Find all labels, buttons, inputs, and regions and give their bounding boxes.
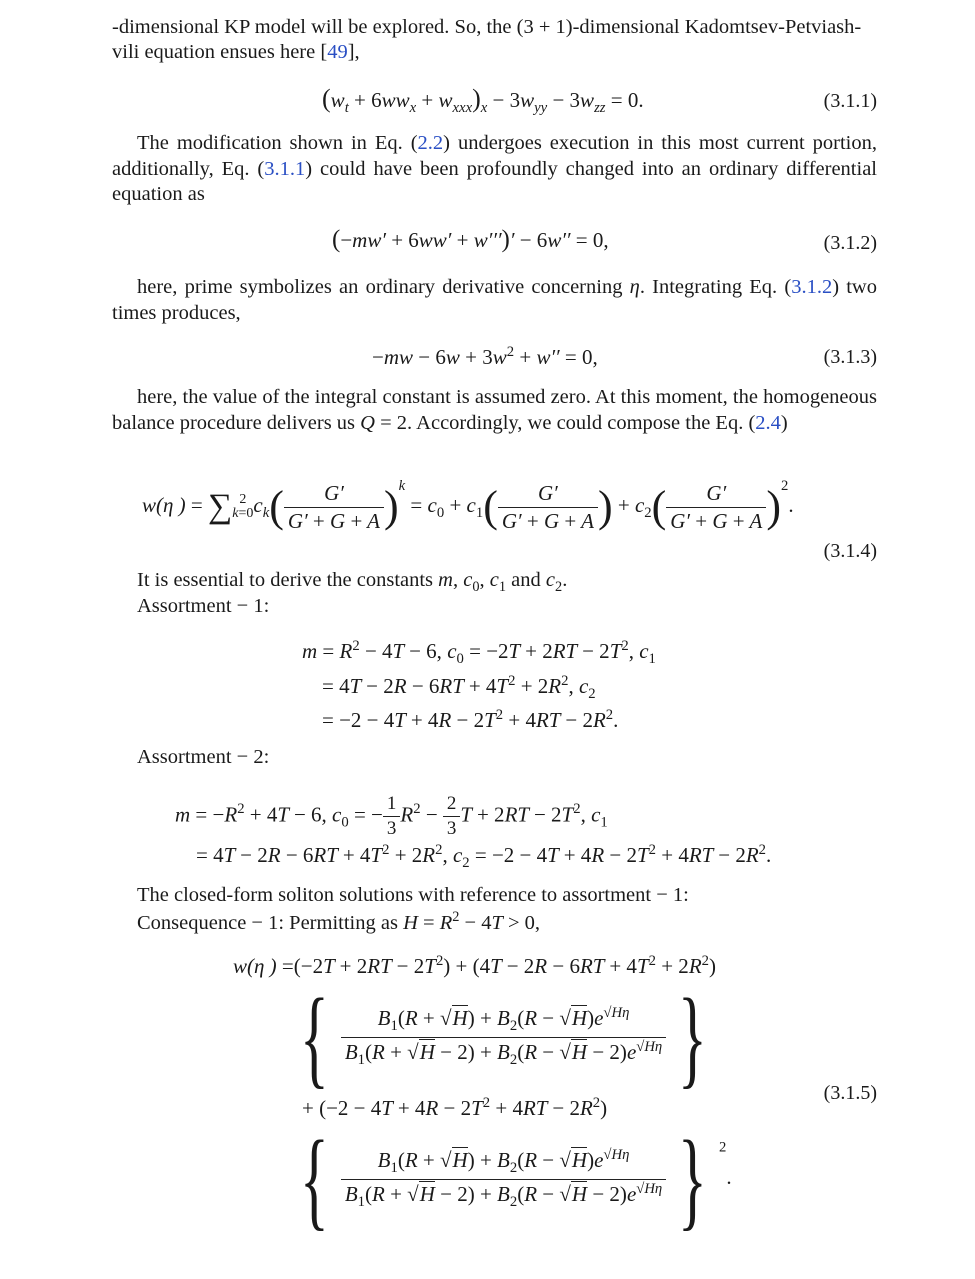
assortment-1-eq-line1: $m = R^2 - 4T - 6$, $c_0 = -2T + 2RT - 2T^2$, $c_1$ bbox=[302, 638, 656, 668]
equation-3-1-5-line1: w(η ) $=(-2T + 2RT - 2T^2) + (4T - 2R - 6RT + 4T^2 + 2R^2)$ bbox=[233, 953, 716, 979]
equation-3-1-3: $-mw - 6w + 3w^2 + w'' = 0$, bbox=[372, 344, 598, 370]
equation-number: (3.1.3) bbox=[823, 346, 877, 368]
assortment-1-eq-line3: = $-2 - 4T + 4R - 2T^2 + 4RT - 2R^2$. bbox=[322, 707, 619, 733]
assortment-2-eq-line2: = $4T - 2R - 6RT + 4T^2 + 2R^2$, $c_2 = -2 - 4T + 4R - 2T^2 + 4RT - 2R^2$. bbox=[196, 842, 772, 872]
equation-3-1-5-fraction2: { $\frac{B_1(R + √H) + B_2(R - √H)e^{√H\eta}}{B_1(R + √H - 2) + B_2(R - √H - 2)e^{√H\eta}}$ } $^2$. bbox=[299, 1118, 732, 1240]
equation-3-1-1: $(w_t + 6ww_x + w_{xxx})_x - 3w_{yy} - 3w_{zz} = 0$. bbox=[322, 84, 644, 117]
paragraph-intro-line2: vili equation ensues here [49], bbox=[112, 41, 360, 63]
citation-link[interactable]: 49 bbox=[327, 41, 348, 63]
paragraph-modification: The modification shown in Eq. (2.2) undergoes execution in this most current portion, additionally, Eq. (3.1.1) could have been profoundly changed into an ordinary differential equation as bbox=[112, 132, 877, 205]
equation-3-1-2: (−mw′ + 6ww′ + w′′′)′ − 6w′′ = 0, bbox=[332, 226, 609, 253]
equation-link[interactable]: 3.1.1 bbox=[264, 157, 306, 180]
assortment-1-eq-line2: = $4T - 2R - 6RT + 4T^2 + 2R^2$, $c_2$ bbox=[322, 673, 596, 703]
equation-3-1-5-fraction1: { $\frac{B_1(R + √H) + B_2(R - √H)e^{√H\eta}}{B_1(R + √H - 2) + B_2(R - √H - 2)e^{√H\eta}}$ } bbox=[299, 976, 708, 1098]
equation-3-1-5-line3: + $(-2 - 4T + 4R - 2T^2 + 4RT - 2R^2)$ bbox=[302, 1095, 608, 1121]
assortment-2-label: Assortment − 2: bbox=[137, 746, 270, 768]
equation-number: (3.1.4) bbox=[823, 540, 877, 562]
paragraph-prime: here, prime symbolizes an ordinary derivative concerning η. Integrating Eq. (3.1.2) two times produces, bbox=[112, 276, 877, 324]
assortment-1-label: Assortment − 1: bbox=[137, 595, 270, 617]
paragraph-intro-line1: -dimensional KP model will be explored. So, the (3 + 1)-dimensional Kadomtsev-Petviash- bbox=[112, 16, 862, 38]
paragraph-consequence: Consequence − 1: Permitting as $H = R^2 - 4T > 0$, bbox=[137, 909, 541, 934]
equation-3-1-4: w(η ) = ∑ 2 $k=0c_k$( $\frac{G'}{G' + G + A}$ )$^k = c_0 + c_1$( $\frac{G'}{G' + G + A}$ ) + $c_2$( $\frac{G'}{G' + G + A}$ )$^2$. bbox=[142, 478, 794, 533]
equation-link[interactable]: 3.1.2 bbox=[791, 276, 833, 298]
equation-link[interactable]: 2.4 bbox=[755, 411, 781, 434]
paragraph-solutions: The closed-form soliton solutions with reference to assortment − 1: bbox=[137, 884, 689, 906]
equation-link[interactable]: 2.2 bbox=[417, 132, 444, 154]
equation-number: (3.1.1) bbox=[823, 90, 877, 112]
paragraph-constants: It is essential to derive the constants m, $c_0$, $c_1$ and $c_2$. bbox=[137, 569, 568, 596]
equation-number: (3.1.5) bbox=[823, 1082, 877, 1104]
paragraph-balance: here, the value of the integral constant is assumed zero. At this moment, the homogeneous balance procedure delivers us Q = 2. Accordingly, we could compose the Eq. (2.4) bbox=[112, 386, 877, 434]
assortment-2-eq-line1: $m = -R^2 + 4T - 6$, $c_0$ = − $\frac{1}{3}$ $R^2$ − $\frac{2}{3}$ $T + 2RT - 2T^2$, $c_1$ bbox=[175, 793, 608, 839]
equation-number: (3.1.2) bbox=[823, 232, 877, 254]
